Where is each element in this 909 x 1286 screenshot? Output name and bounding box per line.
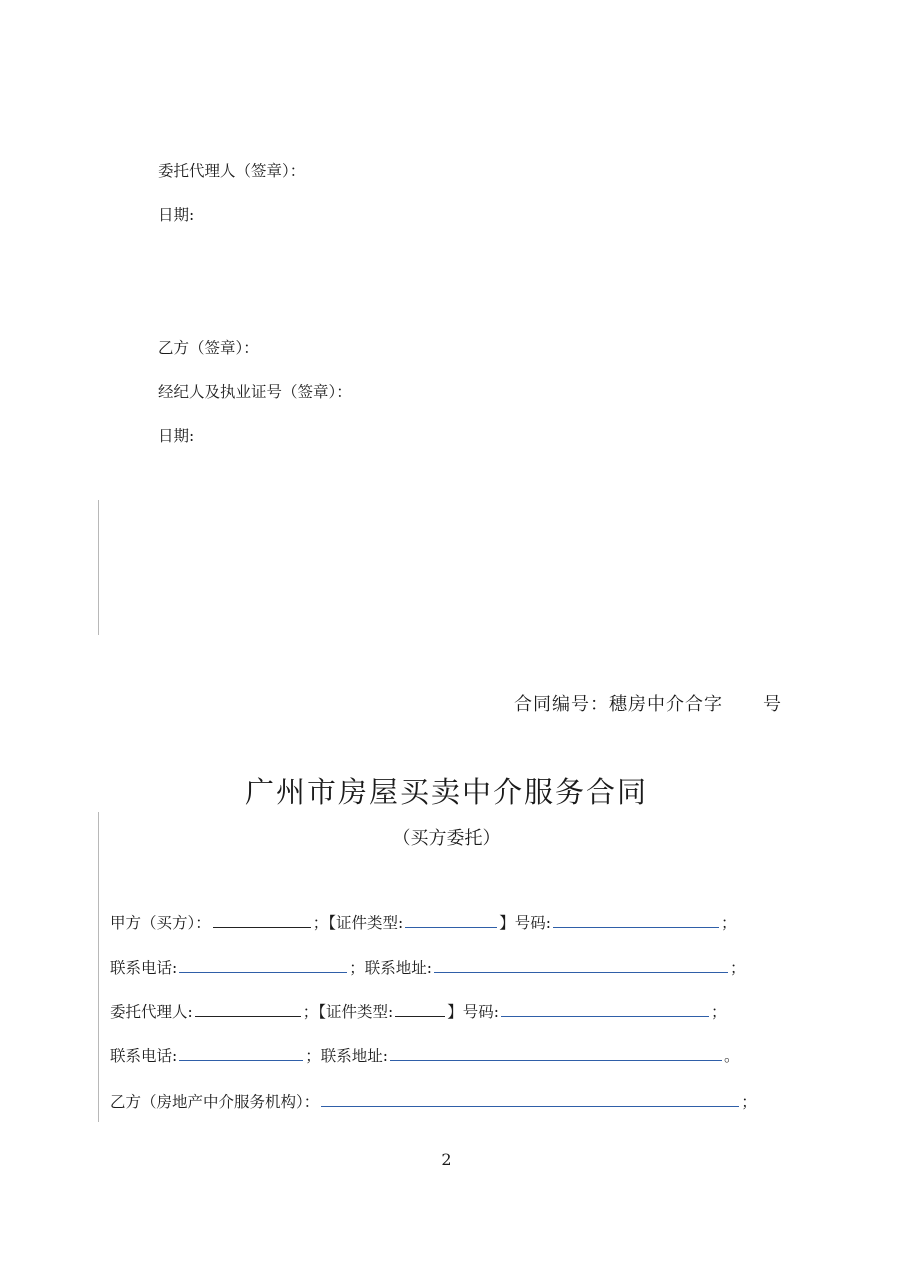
- agent-row: 委托代理人: ；【证件类型: 】号码: ；: [110, 1003, 727, 1021]
- partyB-name-field[interactable]: [321, 1092, 739, 1107]
- partyB-signature-label: 乙方（签章）：: [158, 339, 259, 357]
- agent-phone-label: 联系电话:: [110, 1047, 178, 1065]
- partyA-contact-row: 联系电话: ；联系地址: ；: [110, 959, 746, 977]
- agent-id-type-field[interactable]: [395, 1002, 445, 1017]
- agent-id-type-label: 【证件类型:: [318, 1003, 394, 1021]
- id-number-label: 】号码:: [499, 914, 551, 932]
- id-type-label: 【证件类型:: [328, 914, 404, 932]
- partyA-name-field[interactable]: [213, 913, 311, 928]
- address-field[interactable]: [434, 958, 728, 973]
- agent-address-field[interactable]: [390, 1046, 722, 1061]
- margin-bar: [98, 500, 99, 635]
- id-number-field[interactable]: [553, 913, 719, 928]
- contract-number-suffix: 号: [763, 694, 782, 715]
- document-title: 广州市房屋买卖中介服务合同: [244, 775, 648, 809]
- date-label: 日期:: [158, 206, 195, 224]
- broker-signature-label: 经纪人及执业证号（签章）：: [158, 383, 352, 401]
- partyB-row: 乙方（房地产中介服务机构）： ；: [110, 1093, 757, 1111]
- partyA-row: 甲方（买方）： ；【证件类型: 】号码: ；: [110, 914, 737, 932]
- margin-bar: [98, 812, 99, 1122]
- partyB-label: 乙方（房地产中介服务机构）：: [110, 1093, 320, 1111]
- agent-name-field[interactable]: [195, 1002, 301, 1017]
- agent-address-label: 联系地址:: [320, 1047, 388, 1065]
- phone-field[interactable]: [179, 958, 347, 973]
- page-number: 2: [441, 1150, 452, 1169]
- id-type-field[interactable]: [405, 913, 497, 928]
- contract-number-label: 合同编号：穗房中介合字: [514, 694, 723, 715]
- document-subtitle: （买方委托）: [392, 828, 501, 849]
- agent-signature-label: 委托代理人（签章）：: [158, 162, 306, 180]
- agent-phone-field[interactable]: [179, 1046, 303, 1061]
- agent-label: 委托代理人:: [110, 1003, 193, 1021]
- agent-id-number-label: 】号码:: [447, 1003, 499, 1021]
- date-label: 日期:: [158, 427, 195, 445]
- address-label: 联系地址:: [364, 959, 432, 977]
- phone-label: 联系电话:: [110, 959, 178, 977]
- contract-number: [514, 690, 782, 716]
- partyA-label: 甲方（买方）：: [110, 914, 211, 932]
- agent-contact-row: 联系电话: ；联系地址: 。: [110, 1047, 740, 1065]
- agent-id-number-field[interactable]: [501, 1002, 709, 1017]
